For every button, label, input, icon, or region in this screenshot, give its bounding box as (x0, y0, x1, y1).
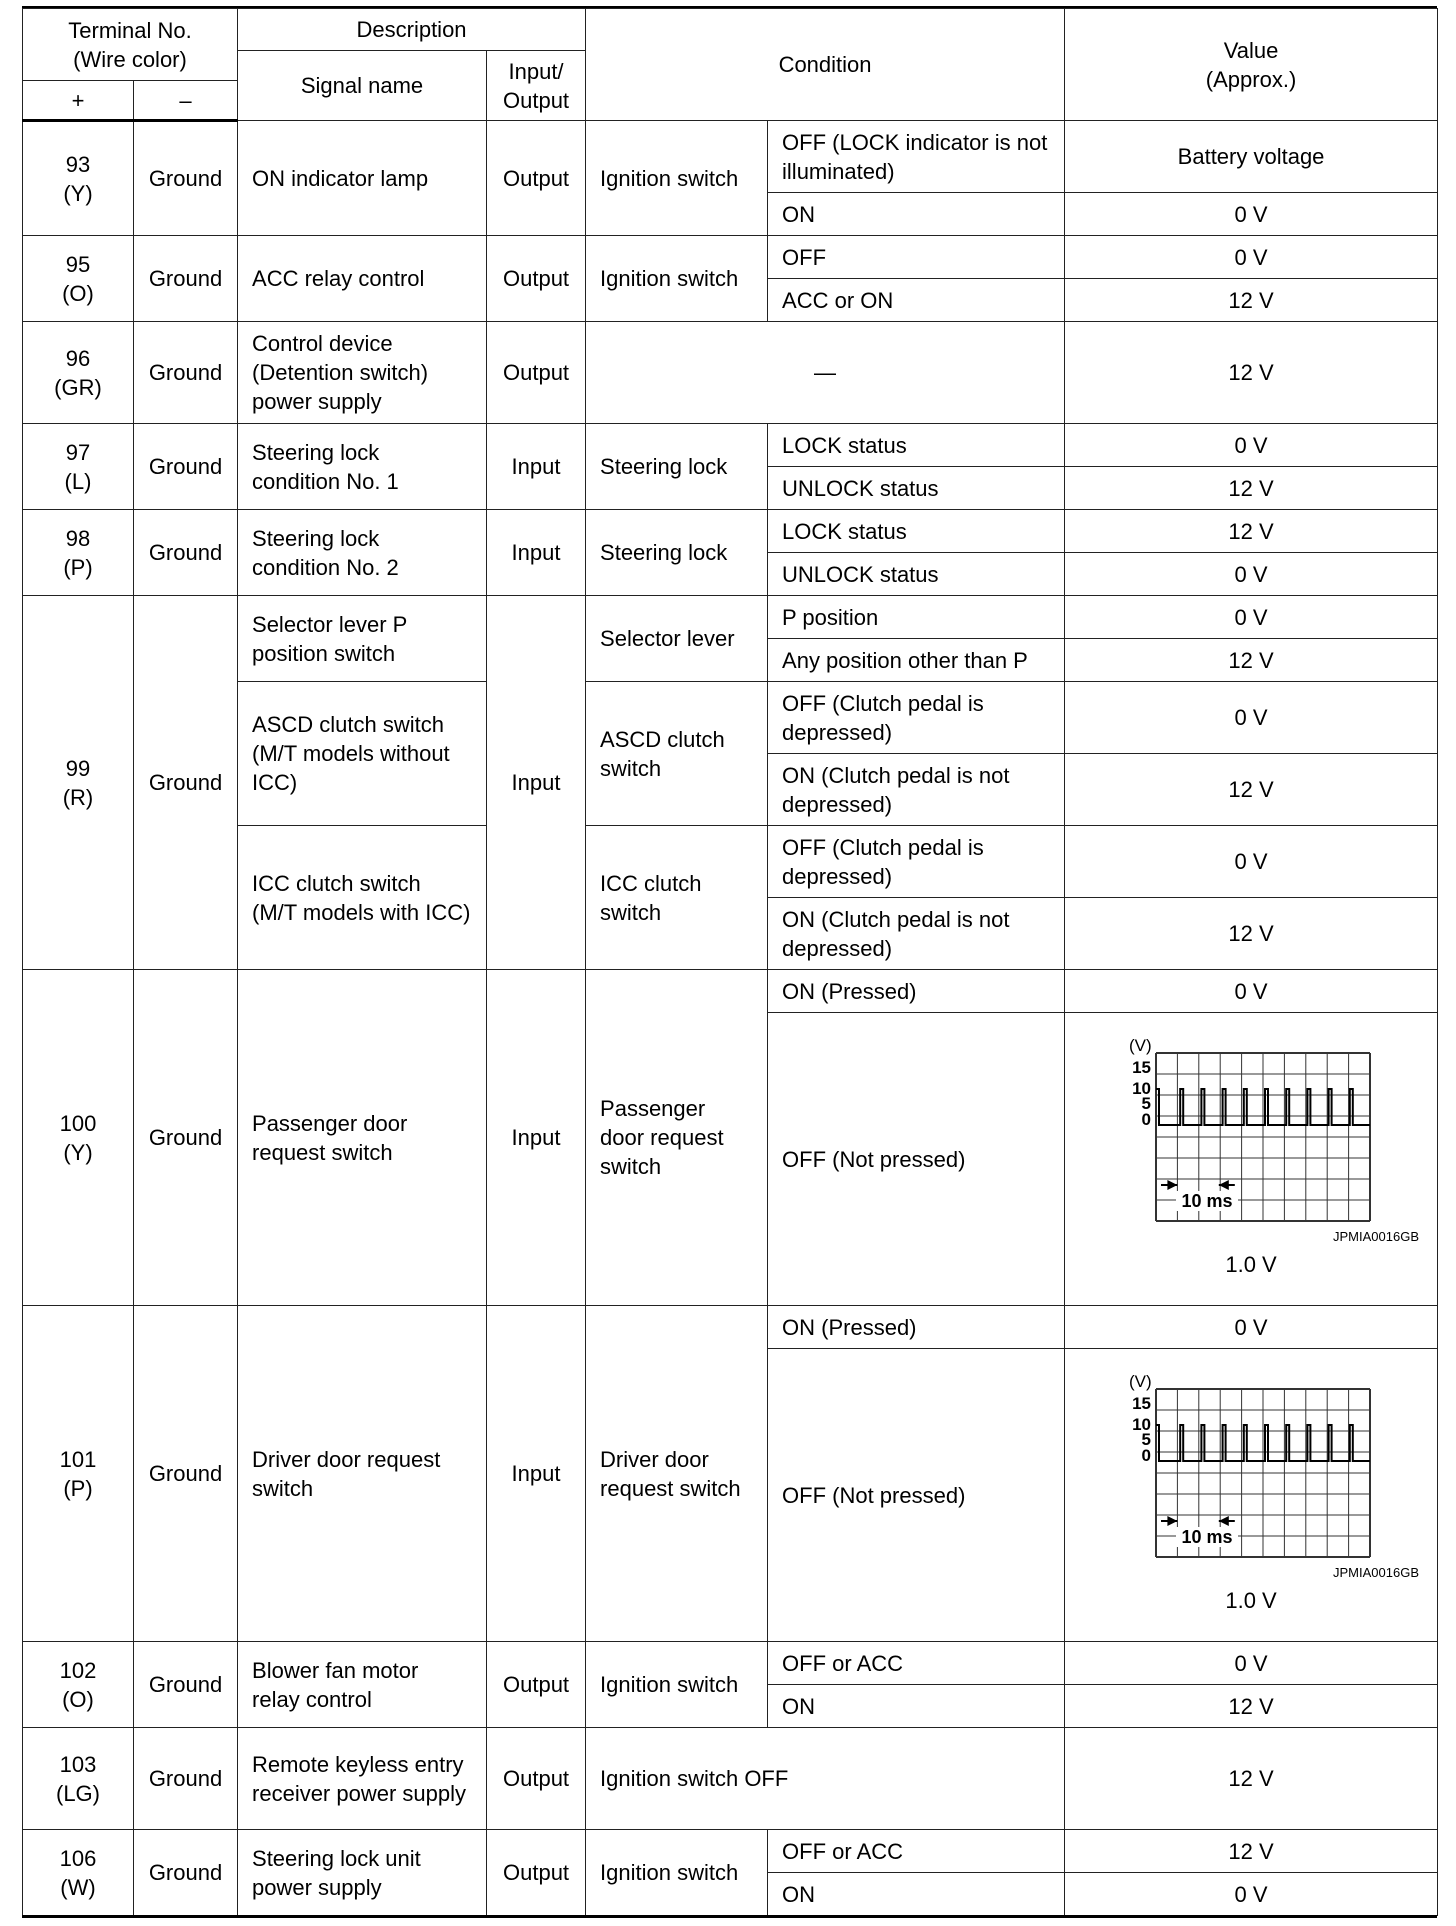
table-row (23, 970, 1438, 1013)
ground-cell: Ground (134, 970, 238, 1306)
axis-unit-label: (V) (1129, 1375, 1152, 1391)
ground-cell: Ground (134, 424, 238, 510)
signal-name-cell: ICC clutch switch (M/T models with ICC) (238, 826, 487, 970)
terminal-cell: 96 (GR) (23, 322, 134, 424)
sub-condition-cell: ON (768, 1873, 1065, 1916)
condition-cell: Ignition switch (586, 1830, 768, 1916)
signal-name-cell: Remote keyless entry receiver power supply (238, 1728, 487, 1830)
ground-cell: Ground (134, 1642, 238, 1728)
ground-cell: Ground (134, 1306, 238, 1642)
table-bottom-rule (22, 1915, 1437, 1918)
ground-cell: Ground (134, 1728, 238, 1830)
axis-tick-label: 15 (1132, 1394, 1152, 1413)
terminal-cell: 98 (P) (23, 510, 134, 596)
signal-name-cell: Steering lock condition No. 2 (238, 510, 487, 596)
ground-cell: Ground (134, 596, 238, 970)
table-row (23, 596, 1438, 639)
value-cell: 12 V (1065, 1830, 1438, 1873)
sub-condition-cell: OFF (Clutch pedal is depressed) (768, 826, 1065, 898)
value-cell: 12 V (1065, 898, 1438, 970)
axis-tick-label: 0 (1141, 1446, 1152, 1465)
value-cell: 12 V (1065, 322, 1438, 424)
plus-header: + (23, 81, 134, 121)
terminal-cell: 100 (Y) (23, 970, 134, 1306)
value-header: Value (Approx.) (1065, 9, 1438, 121)
io-cell: Output (487, 1830, 586, 1916)
signal-name-cell: ASCD clutch switch (M/T models without ICC) (238, 682, 487, 826)
value-cell: 0 V (1065, 424, 1438, 467)
value-cell: 0 V (1065, 826, 1438, 898)
terminal-cell: 95 (O) (23, 236, 134, 322)
condition-cell: Steering lock (586, 510, 768, 596)
sub-condition-cell: ON (768, 1685, 1065, 1728)
terminal-cell: 102 (O) (23, 1642, 134, 1728)
figure-code: JPMIA0016GB (1333, 1565, 1420, 1580)
value-cell: 0 V (1065, 1306, 1438, 1349)
terminal-cell: 97 (L) (23, 424, 134, 510)
axis-tick-label: 15 (1132, 1058, 1152, 1077)
signal-name-cell: Control device (Detention switch) power supply (238, 322, 487, 424)
table-row (23, 1642, 1438, 1685)
value-cell: 12 V (1065, 510, 1438, 553)
sub-condition-cell: ON (Pressed) (768, 1306, 1065, 1349)
io-cell: Input (487, 510, 586, 596)
time-scale-label: 10 ms (1181, 1191, 1233, 1211)
sub-condition-cell: LOCK status (768, 510, 1065, 553)
io-cell: Output (487, 1642, 586, 1728)
sub-condition-cell: OFF or ACC (768, 1830, 1065, 1873)
value-cell: 0 V (1065, 1642, 1438, 1685)
value-cell: 0 V (1065, 1873, 1438, 1916)
condition-cell: Driver door request switch (586, 1306, 768, 1642)
condition-cell: Selector lever (586, 596, 768, 682)
sub-condition-cell: OFF (LOCK indicator is not illuminated) (768, 121, 1065, 193)
io-cell: Output (487, 1728, 586, 1830)
io-cell: Input (487, 970, 586, 1306)
value-cell: 12 V (1065, 467, 1438, 510)
condition-cell: Steering lock (586, 424, 768, 510)
ground-cell: Ground (134, 1830, 238, 1916)
terminal-cell: 93 (Y) (23, 121, 134, 236)
signal-name-cell: Blower fan motor relay control (238, 1642, 487, 1728)
signal-name-cell: Driver door request switch (238, 1306, 487, 1642)
waveform-value: 1.0 V (1225, 1252, 1277, 1277)
table-row (23, 1728, 1438, 1830)
sub-condition-cell: ON (Clutch pedal is not depressed) (768, 898, 1065, 970)
minus-header: – (134, 81, 238, 121)
condition-header: Condition (586, 9, 1065, 121)
sub-condition-cell: OFF (Clutch pedal is depressed) (768, 682, 1065, 754)
sub-condition-cell: ON (Clutch pedal is not depressed) (768, 754, 1065, 826)
ground-cell: Ground (134, 510, 238, 596)
table-row (23, 1830, 1438, 1873)
io-cell: Output (487, 236, 586, 322)
signal-name-cell: Selector lever P position switch (238, 596, 487, 682)
value-cell: Battery voltage (1065, 121, 1438, 193)
sub-condition-cell: UNLOCK status (768, 467, 1065, 510)
description-header: Description (238, 9, 586, 51)
ground-cell: Ground (134, 322, 238, 424)
signal-name-cell: Steering lock condition No. 1 (238, 424, 487, 510)
condition-cell: Passenger door request switch (586, 970, 768, 1306)
condition-cell: — (586, 322, 1065, 424)
axis-tick-label: 10 (1132, 1415, 1152, 1434)
axis-tick-label: 5 (1141, 1094, 1152, 1113)
value-cell: 0 V (1065, 236, 1438, 279)
condition-cell: Ignition switch OFF (586, 1728, 1065, 1830)
sub-condition-cell: UNLOCK status (768, 553, 1065, 596)
sub-condition-cell: Any position other than P (768, 639, 1065, 682)
value-cell: 12 V (1065, 1685, 1438, 1728)
sub-condition-cell: OFF (768, 236, 1065, 279)
ground-cell: Ground (134, 236, 238, 322)
terminal-table (22, 8, 1438, 1916)
value-cell: 12 V (1065, 279, 1438, 322)
terminal-cell: 101 (P) (23, 1306, 134, 1642)
value-cell: 12 V (1065, 639, 1438, 682)
value-cell: 0 V (1065, 193, 1438, 236)
signal-name-cell: ON indicator lamp (238, 121, 487, 236)
terminal-cell: 99 (R) (23, 596, 134, 970)
condition-cell: ASCD clutch switch (586, 682, 768, 826)
waveform-value: 1.0 V (1225, 1588, 1277, 1613)
time-marker-arrow (1167, 1516, 1177, 1526)
time-marker-arrow (1167, 1180, 1177, 1190)
table-row (23, 1306, 1438, 1349)
time-scale-label: 10 ms (1181, 1527, 1233, 1547)
io-header: Input/ Output (487, 51, 586, 121)
signal-name-cell: ACC relay control (238, 236, 487, 322)
axis-tick-label: 10 (1132, 1079, 1152, 1098)
sub-condition-cell: ACC or ON (768, 279, 1065, 322)
sub-condition-cell: OFF (Not pressed) (768, 1349, 1065, 1642)
signal-name-header: Signal name (238, 51, 487, 121)
signal-name-cell: Passenger door request switch (238, 970, 487, 1306)
value-cell: 0 V (1065, 553, 1438, 596)
sub-condition-cell: ON (Pressed) (768, 970, 1065, 1013)
value-cell (1065, 1013, 1438, 1306)
sub-condition-cell: P position (768, 596, 1065, 639)
terminal-cell: 103 (LG) (23, 1728, 134, 1830)
condition-cell: Ignition switch (586, 121, 768, 236)
io-cell: Output (487, 322, 586, 424)
value-cell: 0 V (1065, 682, 1438, 754)
condition-cell: Ignition switch (586, 236, 768, 322)
sub-condition-cell: OFF (Not pressed) (768, 1013, 1065, 1306)
sub-condition-cell: ON (768, 193, 1065, 236)
value-cell: 12 V (1065, 754, 1438, 826)
axis-tick-label: 0 (1141, 1110, 1152, 1129)
value-cell: 0 V (1065, 970, 1438, 1013)
table-row (23, 424, 1438, 467)
io-cell: Input (487, 596, 586, 970)
io-cell: Output (487, 121, 586, 236)
table-row (23, 236, 1438, 279)
value-cell (1065, 1349, 1438, 1642)
terminal-cell: 106 (W) (23, 1830, 134, 1916)
signal-name-cell: Steering lock unit power supply (238, 1830, 487, 1916)
axis-unit-label: (V) (1129, 1039, 1152, 1055)
figure-code: JPMIA0016GB (1333, 1229, 1420, 1244)
sub-condition-cell: LOCK status (768, 424, 1065, 467)
waveform-graph (1081, 1039, 1421, 1244)
condition-cell: ICC clutch switch (586, 826, 768, 970)
condition-cell: Ignition switch (586, 1642, 768, 1728)
table-row (23, 322, 1438, 424)
axis-tick-label: 5 (1141, 1430, 1152, 1449)
waveform-graph (1081, 1375, 1421, 1580)
sub-condition-cell: OFF or ACC (768, 1642, 1065, 1685)
io-cell: Input (487, 1306, 586, 1642)
ground-cell: Ground (134, 121, 238, 236)
table-row (23, 510, 1438, 553)
table-row (23, 121, 1438, 193)
value-cell: 12 V (1065, 1728, 1438, 1830)
io-cell: Input (487, 424, 586, 510)
value-cell: 0 V (1065, 596, 1438, 639)
terminal-no-header: Terminal No. (Wire color) (23, 9, 238, 81)
